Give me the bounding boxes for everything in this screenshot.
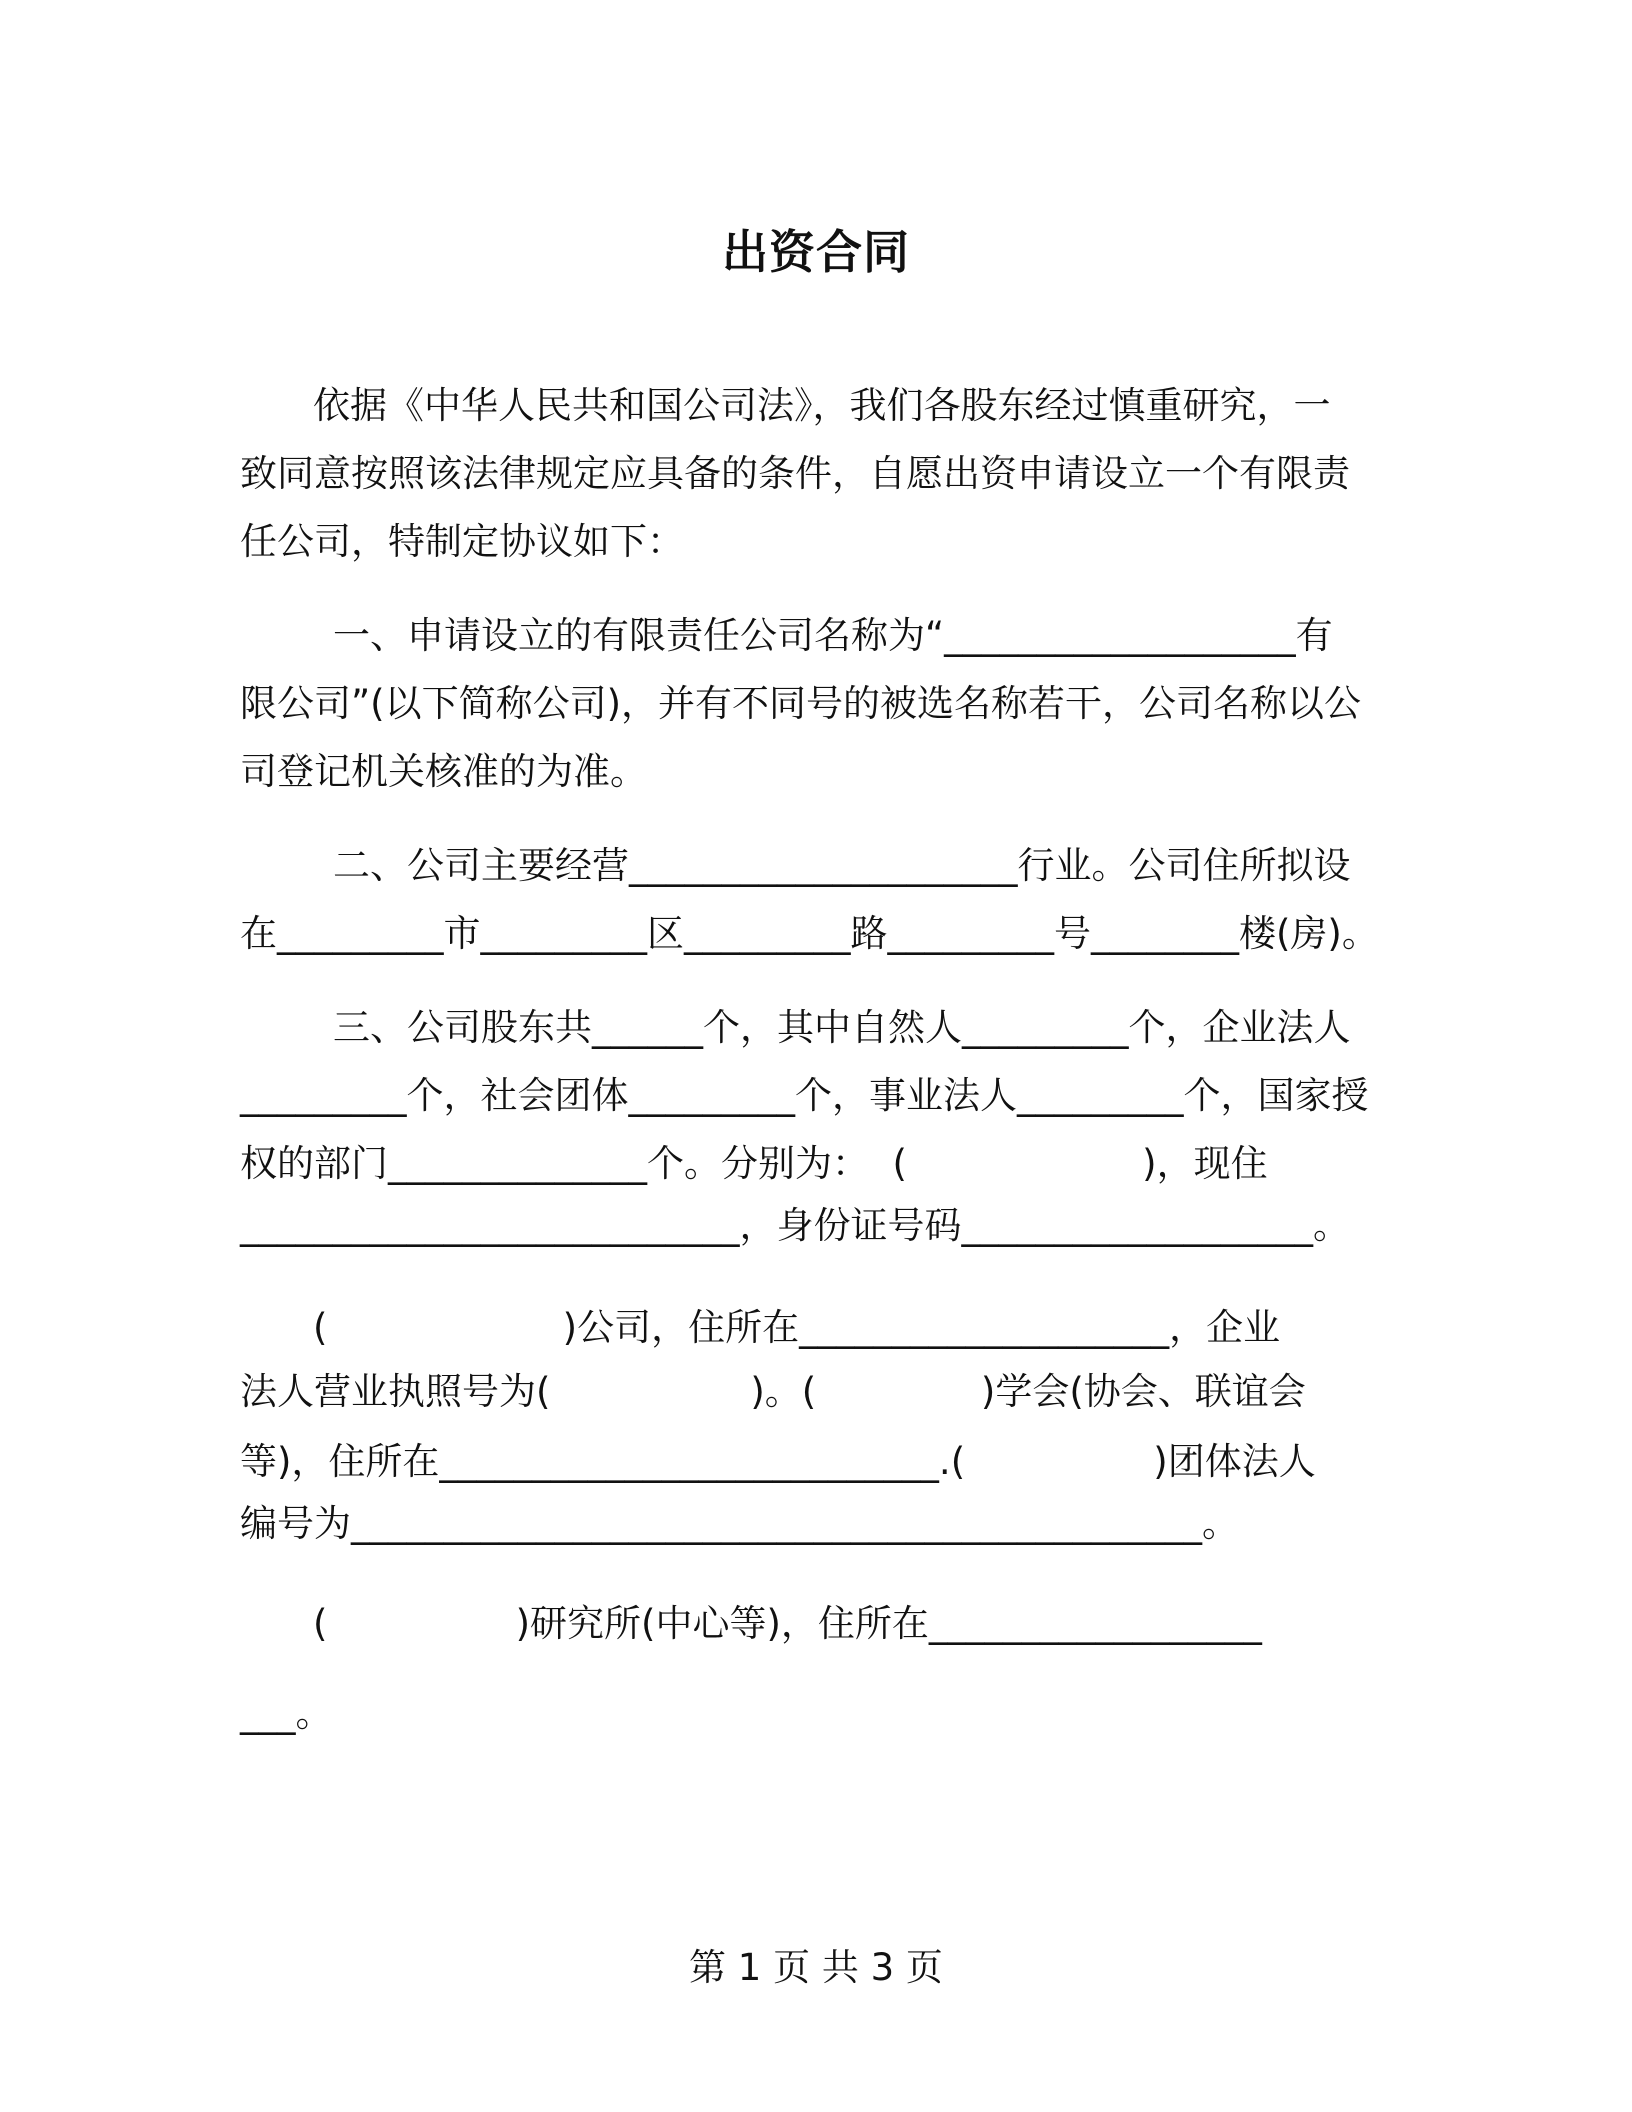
paragraph-line: 司登记机关核准的为准。 (240, 750, 647, 793)
paragraph-line: 三、公司股东共______个，其中自然人_________个，企业法人 (333, 1006, 1351, 1049)
paragraph-line: 一、申请设立的有限责任公司名称为“___________________有 (333, 614, 1333, 657)
paragraph-line: ___________________________，身份证号码___________________。 (240, 1204, 1350, 1247)
paragraph-line: 权的部门______________个。分别为： ( )，现住 (240, 1142, 1268, 1185)
document-title: 出资合同 (722, 225, 910, 279)
paragraph-line: 任公司，特制定协议如下： (240, 520, 684, 563)
paragraph-line: 法人营业执照号为( )。( )学会(协会、联谊会 (240, 1370, 1306, 1413)
paragraph-line: 二、公司主要经营_____________________行业。公司住所拟设 (333, 844, 1351, 887)
paragraph-line: ( )研究所(中心等)，住所在__________________ (313, 1602, 1262, 1645)
paragraph-line: ___。 (240, 1692, 333, 1735)
page-number-footer: 第 1 页 共 3 页 (689, 1946, 943, 1989)
paragraph-line: 依据《中华人民共和国公司法》，我们各股东经过慎重研究，一 (313, 384, 1331, 427)
paragraph-line: 等)，住所在___________________________.( )团体法人 (240, 1440, 1316, 1483)
paragraph-line: _________个，社会团体_________个，事业法人_________个，国家授 (240, 1074, 1369, 1117)
paragraph-line: 在_________市_________区_________路_________号________楼(房)。 (240, 912, 1379, 955)
paragraph-line: 编号为______________________________________________。 (240, 1502, 1239, 1545)
paragraph-line: 致同意按照该法律规定应具备的条件，自愿出资申请设立一个有限责 (240, 452, 1350, 495)
paragraph-line: 限公司”(以下简称公司)，并有不同号的被选名称若干，公司名称以公 (240, 682, 1362, 725)
paragraph-line: ( )公司，住所在____________________，企业 (313, 1306, 1281, 1349)
